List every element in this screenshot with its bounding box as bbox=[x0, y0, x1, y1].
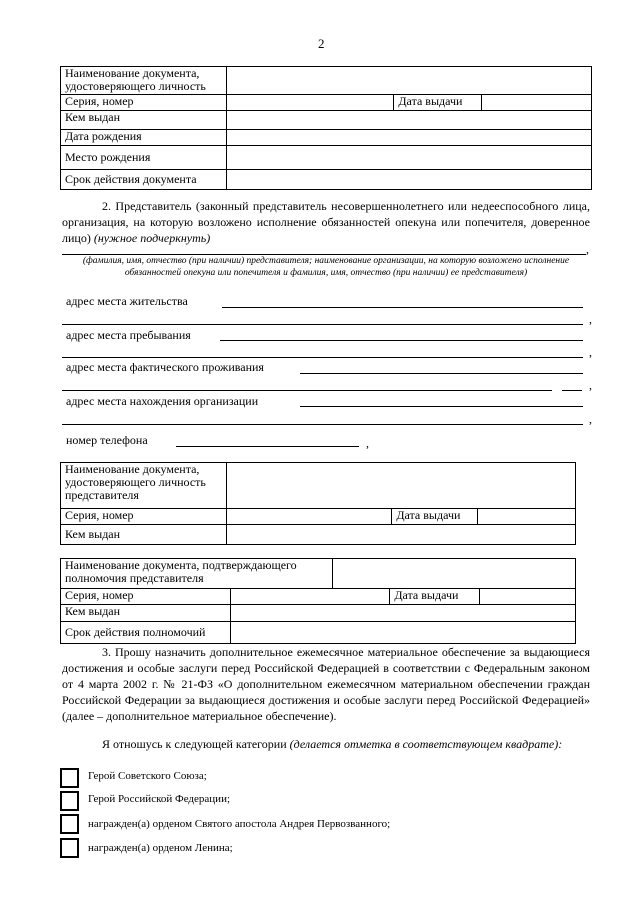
authority-doc-name-field[interactable] bbox=[332, 559, 575, 589]
authority-issued-by-label: Кем выдан bbox=[61, 605, 231, 622]
section-2-intro-note: (нужное подчеркнуть) bbox=[93, 231, 211, 245]
representative-caption: (фамилия, имя, отчество (при наличии) представителя; наименование организации, на которую возложено исполнение обязанностей опекуна или попечителя и фамилия, имя, отчество (при наличии) ее представителя) bbox=[82, 256, 570, 278]
authority-series-label: Серия, номер bbox=[61, 589, 231, 605]
stay-comma: , bbox=[589, 345, 592, 359]
rep-issued-by-field[interactable] bbox=[226, 525, 575, 545]
residence-address-line-1[interactable] bbox=[222, 307, 583, 308]
authority-issued-by-field[interactable] bbox=[230, 605, 575, 622]
phone-line[interactable] bbox=[176, 446, 359, 447]
doc-name-field[interactable] bbox=[226, 67, 591, 95]
authority-doc-name-label: Наименование документа, подтверждающего полномочия представителя bbox=[61, 559, 333, 589]
authority-issue-date-label: Дата выдачи bbox=[390, 589, 480, 605]
actual-address-label: адрес места фактического проживания bbox=[66, 360, 264, 374]
validity-label: Срок действия документа bbox=[61, 170, 227, 190]
residence-comma: , bbox=[589, 312, 592, 326]
issue-date-label: Дата выдачи bbox=[394, 95, 482, 111]
birth-place-label: Место рождения bbox=[61, 146, 227, 170]
checkbox-order-lenin[interactable] bbox=[60, 838, 79, 858]
phone-comma: , bbox=[366, 436, 369, 450]
actual-address-line-3[interactable] bbox=[562, 390, 582, 391]
birth-place-field[interactable] bbox=[226, 146, 591, 170]
section-2-intro bbox=[62, 198, 590, 246]
org-address-line-1[interactable] bbox=[300, 406, 583, 407]
rep-series-field[interactable] bbox=[226, 509, 392, 525]
section-2-intro-text: 2. Представитель (законный представитель несовершеннолетнего или недееспособного лица, организация, на которую возложено исполнение обязанностей опекуна или попечителя, доверенное лицо) bbox=[62, 199, 590, 245]
authority-document-table bbox=[60, 558, 576, 644]
representative-identity-table bbox=[60, 462, 576, 545]
actual-address-line-1[interactable] bbox=[300, 373, 583, 374]
checkbox-order-st-andrew[interactable] bbox=[60, 814, 79, 834]
option-hero-soviet-union: Герой Советского Союза; bbox=[88, 770, 207, 782]
residence-address-line-2[interactable] bbox=[62, 324, 583, 325]
authority-validity-field[interactable] bbox=[230, 622, 575, 644]
checkbox-hero-soviet-union[interactable] bbox=[60, 768, 79, 788]
org-comma: , bbox=[589, 412, 592, 426]
name-line-comma: , bbox=[586, 242, 589, 256]
authority-validity-label: Срок действия полномочий bbox=[61, 622, 231, 644]
doc-name-label: Наименование документа, удостоверяющего личность bbox=[61, 67, 227, 95]
rep-series-label: Серия, номер bbox=[61, 509, 227, 525]
rep-doc-name-field[interactable] bbox=[226, 463, 575, 509]
actual-comma: , bbox=[589, 378, 592, 392]
rep-doc-name-label: Наименование документа, удостоверяющего личность представителя bbox=[61, 463, 227, 509]
phone-label: номер телефона bbox=[66, 433, 148, 447]
series-label: Серия, номер bbox=[61, 95, 227, 111]
option-order-st-andrew: награжден(а) орденом Святого апостола Андрея Первозванного; bbox=[88, 818, 391, 830]
rep-issue-date-label: Дата выдачи bbox=[392, 509, 478, 525]
option-order-lenin: награжден(а) орденом Ленина; bbox=[88, 842, 233, 854]
org-address-line-2[interactable] bbox=[62, 424, 583, 425]
category-intro bbox=[62, 736, 590, 752]
stay-address-line-1[interactable] bbox=[220, 340, 583, 341]
authority-series-field[interactable] bbox=[230, 589, 390, 605]
issued-by-label: Кем выдан bbox=[61, 111, 227, 130]
series-field[interactable] bbox=[226, 95, 394, 111]
birth-date-field[interactable] bbox=[226, 130, 591, 146]
org-address-label: адрес места нахождения организации bbox=[66, 394, 259, 408]
rep-issue-date-field[interactable] bbox=[478, 509, 576, 525]
checkbox-hero-russia[interactable] bbox=[60, 791, 79, 811]
stay-address-label: адрес места пребывания bbox=[66, 328, 191, 342]
section-3-text: 3. Прошу назначить дополнительное ежемесячное материальное обеспечение за выдающиеся достижения и особые заслуги перед Российской Федерацией в соответствии с Федеральным законом от 4 марта 2002 г. № 21-ФЗ «О дополнительном ежемесячном материальном обеспечении граждан Российской Федерации за выдающиеся достижения и особые заслуги перед Российской Федерацией» (далее – дополнительное материальное обеспечение). bbox=[62, 645, 590, 723]
category-intro-text: Я отношусь к следующей категории bbox=[102, 737, 287, 751]
actual-address-line-2[interactable] bbox=[62, 390, 552, 391]
validity-field[interactable] bbox=[226, 170, 591, 190]
authority-issue-date-field[interactable] bbox=[480, 589, 576, 605]
issued-by-field[interactable] bbox=[226, 111, 591, 130]
identity-document-table bbox=[60, 66, 592, 190]
stay-address-line-2[interactable] bbox=[62, 357, 583, 358]
residence-address-label: адрес места жительства bbox=[66, 294, 188, 308]
option-hero-russia: Герой Российской Федерации; bbox=[88, 793, 231, 805]
issue-date-field[interactable] bbox=[482, 95, 592, 111]
page-number: 2 bbox=[318, 36, 325, 51]
birth-date-label: Дата рождения bbox=[61, 130, 227, 146]
rep-issued-by-label: Кем выдан bbox=[61, 525, 227, 545]
category-intro-note: (делается отметка в соответствующем квадрате): bbox=[289, 737, 563, 751]
